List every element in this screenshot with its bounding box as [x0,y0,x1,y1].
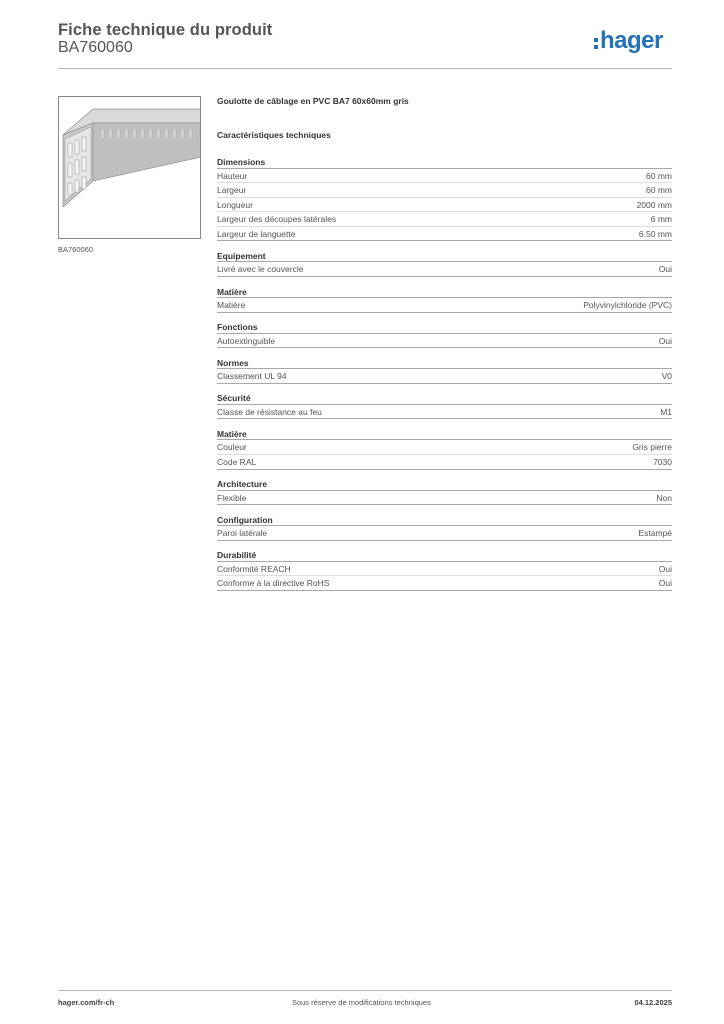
logo-dots-icon [594,38,598,49]
spec-label: Flexible [217,492,247,503]
spec-label: Couleur [217,442,247,453]
spec-section [217,392,672,419]
spec-sections [217,156,672,591]
header-divider [58,68,672,69]
spec-section [217,286,672,313]
spec-section [217,250,672,277]
section-title: Matière [217,428,672,441]
footer-date: 04.12.2025 [634,998,672,1007]
section-title: Architecture [217,478,672,491]
spec-value: Oui [658,264,672,275]
spec-value: 60 mm [646,185,672,196]
spec-row [217,491,672,506]
spec-section [217,428,672,470]
spec-row [217,440,672,455]
spec-value: 7030 [653,457,672,468]
spec-value: 6 mm [650,214,672,225]
spec-label: Livré avec le couvercle [217,264,304,275]
section-title: Fonctions [217,321,672,334]
product-code: BA760060 [58,39,133,56]
spec-value: Oui [658,335,672,346]
spec-row [217,212,672,227]
section-title: Dimensions [217,156,672,169]
spec-value: V0 [661,371,672,382]
spec-section [217,478,672,505]
spec-label: Code RAL [217,457,257,468]
footer-disclaimer: Sous réserve de modifications techniques [292,998,431,1007]
section-title: Matière [217,286,672,299]
characteristics-title: Caractéristiques techniques [217,130,331,140]
section-title: Configuration [217,514,672,527]
spec-value: 60 mm [646,170,672,181]
spec-row [217,334,672,349]
spec-value: Oui [658,578,672,589]
section-title: Equipement [217,250,672,263]
spec-section [217,156,672,241]
section-title: Sécurité [217,392,672,405]
spec-value: Estampé [638,528,672,539]
image-caption: BA760060 [58,245,94,254]
spec-section [217,514,672,541]
spec-row [217,576,672,591]
page-title: Fiche technique du produit [58,21,273,39]
spec-label: Classement UL 94 [217,371,287,382]
spec-label: Longueur [217,199,253,210]
spec-row [217,227,672,242]
spec-value: 6.50 mm [638,228,672,239]
cable-duct-icon [59,97,201,239]
spec-label: Conformité REACH [217,563,291,574]
spec-section [217,357,672,384]
footer-divider [58,990,672,991]
spec-label: Hauteur [217,170,248,181]
spec-label: Largeur des découpes latérales [217,214,337,225]
spec-section [217,321,672,348]
spec-row [217,562,672,577]
section-title: Normes [217,357,672,370]
spec-value: 2000 mm [636,199,672,210]
spec-section [217,549,672,591]
spec-row [217,169,672,184]
product-description: Goulotte de câblage en PVC BA7 60x60mm gris [217,96,409,106]
spec-value: Gris pierre [632,442,672,453]
spec-value: Polyvinylchloride (PVC) [583,300,672,311]
hager-logo[interactable] [594,28,663,54]
spec-value: Non [656,492,672,503]
spec-row [217,183,672,198]
spec-label: Classe de résistance au feu [217,406,322,417]
spec-row [217,198,672,213]
spec-row [217,369,672,384]
spec-row [217,526,672,541]
spec-row [217,455,672,470]
spec-row [217,262,672,277]
product-image [58,96,201,239]
spec-value: M1 [660,406,672,417]
spec-row [217,405,672,420]
spec-row [217,298,672,313]
footer-website-link[interactable]: hager.com/fr-ch [58,998,115,1007]
spec-label: Largeur [217,185,247,196]
spec-value: Oui [658,563,672,574]
spec-label: Conforme à la directive RoHS [217,578,330,589]
spec-label: Largeur de languette [217,228,296,239]
section-title: Durabilité [217,549,672,562]
spec-content [217,96,672,591]
spec-label: Paroi latérale [217,528,268,539]
spec-label: Matière [217,300,246,311]
logo-wordmark: hager [600,27,663,54]
spec-label: Autoextinguible [217,335,276,346]
